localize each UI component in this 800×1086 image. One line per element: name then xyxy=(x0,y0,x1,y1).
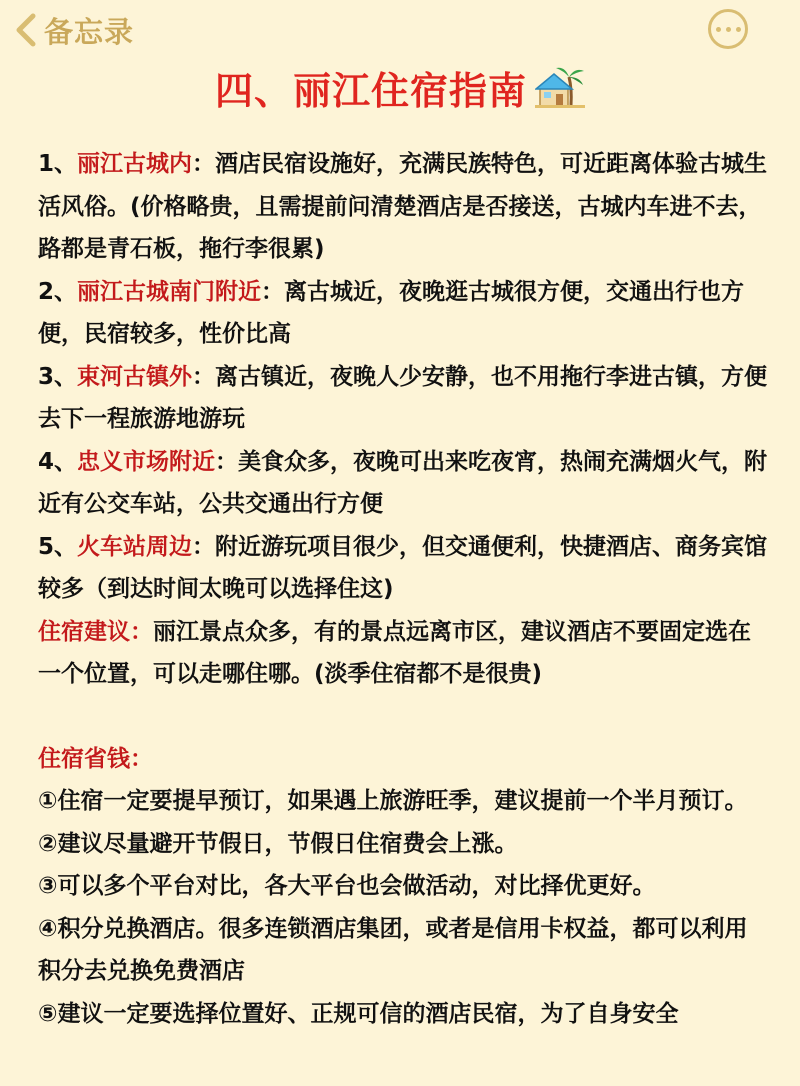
saving-tip-4: ④积分兑换酒店。很多连锁酒店集团，或者是信用卡权益，都可以利用积分去兑换免费酒店 xyxy=(38,915,748,984)
back-button[interactable] xyxy=(14,12,134,48)
more-horizontal-icon xyxy=(716,27,721,32)
advice-label: 住宿建议： xyxy=(38,618,153,645)
area-desc: 离古镇近，夜晚人少安静，也不用拖行李进古镇，方便去下一程旅游地游玩 xyxy=(38,363,768,432)
top-bar xyxy=(0,0,800,60)
saving-tip-3: ③可以多个平台对比，各大平台也会做活动，对比择优更好。 xyxy=(38,873,656,899)
area-item-1: 1、丽江古城内：酒店民宿设施好，充满民族特色，可近距离体验古城生活风俗。(价格略贵，且需提前问清楚酒店是否接送，古城内车进不去，路都是青石板，拖行李很累) xyxy=(38,151,768,262)
back-label: 备忘录 xyxy=(44,14,135,49)
house-palm-icon xyxy=(535,65,585,109)
area-name: 忠义市场附近 xyxy=(77,448,216,475)
area-item-2: 2、丽江古城南门附近：离古城近，夜晚逛古城很方便，交通出行也方便，民宿较多，性价比高 xyxy=(38,278,745,347)
saving-heading: 住宿省钱： xyxy=(38,745,153,772)
area-desc: 美食众多，夜晚可出来吃夜宵，热闹充满烟火气，附近有公交车站，公共交通出行方便 xyxy=(38,448,768,517)
area-item-3: 3、束河古镇外：离古镇近，夜晚人少安静，也不用拖行李进古镇，方便去下一程旅游地游玩 xyxy=(38,363,768,432)
more-button[interactable] xyxy=(708,9,748,49)
area-desc: 离古城近，夜晚逛古城很方便，交通出行也方便，民宿较多，性价比高 xyxy=(38,278,745,347)
page-title: 四、丽江住宿指南 xyxy=(214,68,527,113)
area-item-4: 4、忠义市场附近：美食众多，夜晚可出来吃夜宵，热闹充满烟火气，附近有公交车站，公共交通出行方便 xyxy=(38,448,768,517)
area-name: 火车站周边 xyxy=(77,533,193,560)
area-desc: 酒店民宿设施好，充满民族特色，可近距离体验古城生活风俗。(价格略贵，且需提前问清楚酒店是否接送，古城内车进不去，路都是青石板，拖行李很累) xyxy=(38,151,768,262)
chevron-left-icon xyxy=(14,12,38,48)
advice-paragraph xyxy=(38,611,768,696)
saving-tip-1: ①住宿一定要提早预订，如果遇上旅游旺季，建议提前一个半月预订。 xyxy=(38,788,748,814)
advice-text: 丽江景点众多，有的景点远离市区，建议酒店不要固定选在一个位置，可以走哪住哪。(淡季住宿都不是很贵) xyxy=(38,618,751,687)
area-name: 丽江古城内 xyxy=(77,151,193,177)
saving-tip-2: ②建议尽量避开节假日，节假日住宿费会上涨。 xyxy=(38,830,518,857)
saving-tip-5: ⑤建议一定要选择位置好、正规可信的酒店民宿，为了自身安全 xyxy=(38,1000,679,1027)
title-row xyxy=(0,60,800,114)
area-desc: 附近游玩项目很少，但交通便利，快捷酒店、商务宾馆较多（到达时间太晚可以选择住这) xyxy=(38,533,768,602)
area-name: 束河古镇外 xyxy=(77,363,193,390)
guide-content xyxy=(38,143,768,1035)
area-name: 丽江古城南门附近 xyxy=(77,278,262,305)
area-item-5: 5、火车站周边：附近游玩项目很少，但交通便利，快捷酒店、商务宾馆较多（到达时间太晚可以选择住这) xyxy=(38,533,768,602)
